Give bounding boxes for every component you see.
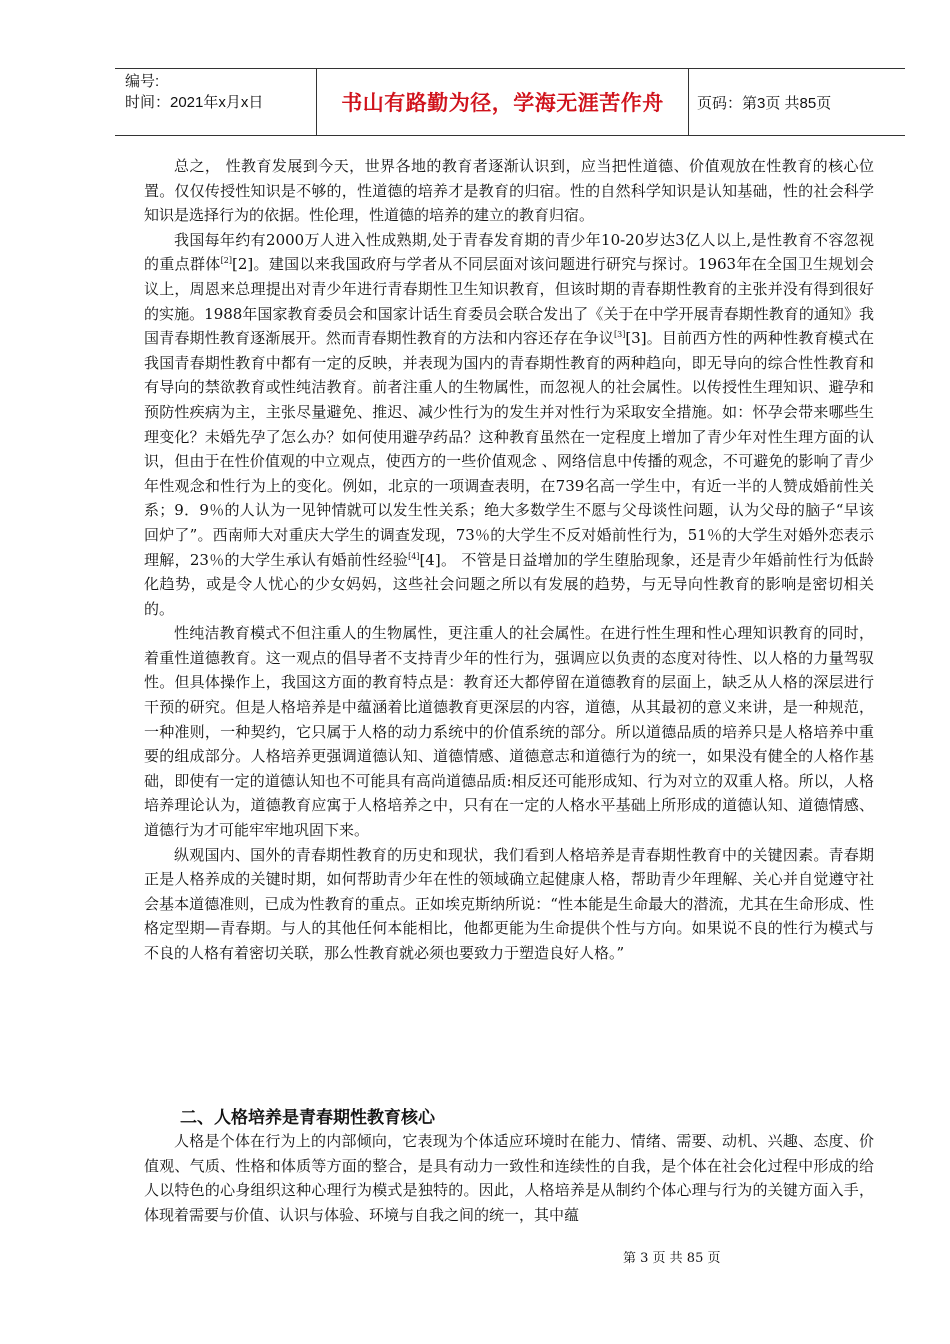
- paragraph-purity-education: 性纯洁教育模式不但注重人的生物属性，更注重人的社会属性。在进行性生理和性心理知识教育的同时，着重性道德教育。这一观点的倡导者不支持青少年的性行为，强调应以负责的态度对待性、以人格的力量驾驭性。但具体操作上，我国这方面的教育特点是：教育还大都停留在道德教育的层面上，缺乏从人格的深层进行干预的研究。但是人格培养是中蕴涵着比道德教育更深层的内容，道德，从其最初的意义来讲，是一种规范，一种准则，一种契约，它只属于人格的动力系统中的价值系统的部分。所以道德品质的培养只是人格培养中重要的组成部分。人格培养更强调道德认知、道德情感、道德意志和道德行为的统一，如果没有健全的人格作基础，即使有一定的道德认知也不可能具有高尚道德品质:相反还可能形成知、行为对立的双重人格。所以，人格培养理论认为，道德教育应寓于人格培养之中，只有在一定的人格水平基础上所形成的道德认知、道德情感、道德行为才可能牢牢地巩固下来。: [144, 624, 874, 840]
- number-label: 编号:: [125, 73, 160, 90]
- document-body: [144, 154, 874, 966]
- paragraph-text: 我国每年约有2000万人进入性成熟期,处于青春发育期的青少年10-20岁达3亿人以上,是性教育不容忽视的重点群体: [144, 230, 874, 274]
- paragraph-china-history: [144, 228, 874, 622]
- paragraph-text: [4]。 不管是日益增加的学生堕胎现象，还是青少年婚前性行为低龄化趋势，或是令人忧心的少女妈妈，这些社会问题之所以有发展的趋势，与无导向性教育的影响是密切相关的。: [144, 550, 874, 618]
- citation-ref: [2]: [220, 256, 232, 266]
- document-body-section2: [144, 1129, 874, 1227]
- section-heading: 二、人格培养是青春期性教育核心: [180, 1108, 435, 1128]
- paragraph-summary: 总之， 性教育发展到今天，世界各地的教育者逐渐认识到，应当把性道德、价值观放在性教育的核心位置。仅仅传授性知识是不够的，性道德的培养才是教育的归宿。性的自然科学知识是认知基础，性的社会科学知识是选择行为的依据。性伦理，性道德的培养的建立的教育归宿。: [144, 157, 874, 225]
- header-meta: [115, 69, 317, 135]
- header-page-label: 页码：第3页 共85页: [697, 94, 832, 112]
- header-motto: 书山有路勤为径，学海无涯苦作舟: [317, 69, 689, 135]
- paragraph-text: [2]。建国以来我国政府与学者从不同层面对该问题进行研究与探讨。1963年在全国卫生规划会议上，周恩来总理提出对青少年进行青春期性卫生知识教育，但该时期的青春期性教育的主张并没有得到很好的实施。1988年国家教育委员会和国家计话生育委员会联合发出了《关于在中学开展青春期性教育的通知》我国青春期性教育逐渐展开。然而青春期性教育的方法和内容还存在争议: [144, 255, 874, 348]
- paragraph-text: [3]。目前西方性的两种性教育模式在我国青春期性教育中都有一定的反映，并表现为国内的青春期性教育的两种趋向，即无导向的综合性性教育和有导向的禁欲教育或性纯洁教育。前者注重人的生物属性，而忽视人的社会属性。以传授性生理知识、避孕和预防性疾病为主，主张尽量避免、推迟、减少性行为的发生并对性行为采取安全措施。如：怀孕会带来哪些生理变化？未婚先孕了怎么办？如何使用避孕药品？这种教育虽然在一定程度上增加了青少年对性生理方面的认识，但由于在性价值观的中立观点，使西方的一些价值观念 、网络信息中传播的观念，不可避免的影响了青少年性观念和性行为上的变化。例如，北京的一项调查表明，在739名高一学生中，有近一半的人赞成婚前性关系；9．9％的人认为一见钟情就可以发生性关系；绝大多数学生不愿与父母谈性问题，认为父母的脑子“早该回炉了”。西南师大对重庆大学生的调查发现，73％的大学生不反对婚前性行为，51％的大学生对婚外恋表示理解，23％的大学生承认有婚前性经验: [144, 329, 874, 569]
- citation-ref: [4]: [408, 551, 420, 561]
- time-label: 时间：2021年x月x日: [125, 94, 264, 111]
- paragraph-personality: 人格是个体在行为上的内部倾向，它表现为个体适应环境时在能力、情绪、需要、动机、兴趣、态度、价值观、气质、性格和体质等方面的整合，是具有动力一致性和连续性的自我，是个体在社会化过程中形成的给人以特色的心身组织这种心理行为模式是独特的。因此，人格培养是从制约个体心理与行为的关键方面入手，体现着需要与价值、认识与体验、环境与自我之间的统一，其中蕴: [144, 1132, 874, 1224]
- paragraph-overview: 纵观国内、国外的青春期性教育的历史和现状，我们看到人格培养是青春期性教育中的关键因素。青春期正是人格养成的关键时期，如何帮助青少年在性的领域确立起健康人格，帮助青少年理解、关心并自觉遵守社会基本道德准则，已成为性教育的重点。正如埃克斯纳所说：“性本能是生命最大的潜流，尤其在生命形成、性格定型期—青春期。与人的其他任何本能相比，他都更能为生命提供个性与方向。如果说不良的性行为模式与不良的人格有着密切关联，那么性教育就必须也要致力于塑造良好人格。”: [144, 845, 874, 962]
- citation-ref: [3]: [613, 330, 626, 340]
- page-header: [115, 68, 905, 136]
- page-footer: 第 3 页 共 85 页: [623, 1251, 721, 1266]
